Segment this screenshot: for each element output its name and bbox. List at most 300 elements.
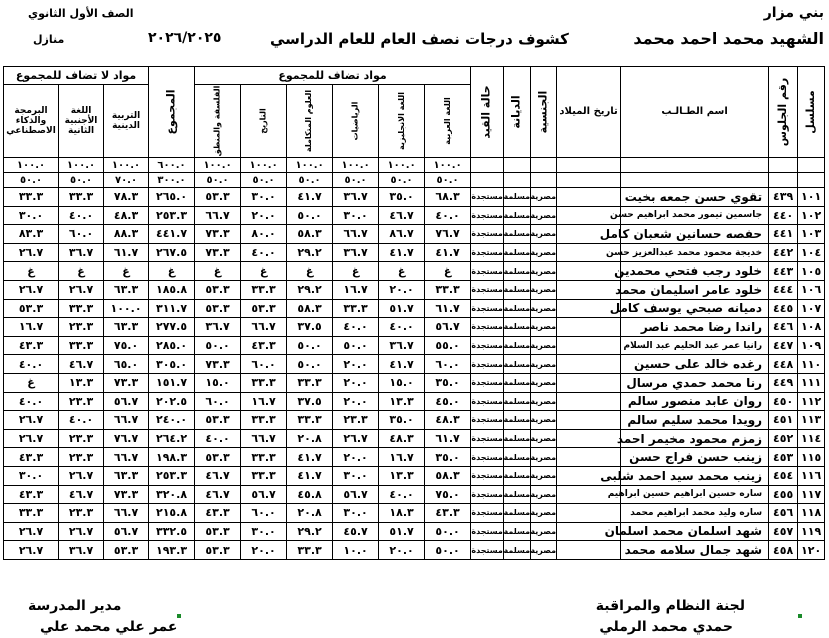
birth-date-cell xyxy=(557,541,621,560)
religion-cell: مسلمة xyxy=(504,318,531,337)
grade-cell: ٣٣.٣ xyxy=(241,448,287,467)
committee-title: لجنة النظام والمراقبة xyxy=(595,598,745,614)
serial-cell: ١٠٢ xyxy=(798,206,825,225)
status-cell: مستجدة xyxy=(471,411,504,430)
grade-cell: ٧٣.٣ xyxy=(195,243,241,262)
total-cell: ٢٦٧.٥ xyxy=(149,243,195,262)
grade-cell: ٤٦.٧ xyxy=(195,485,241,504)
grade-cell: ٥١.٧ xyxy=(379,299,425,318)
col-birth: تاريخ الميلاد xyxy=(557,67,621,158)
table-row xyxy=(4,541,825,560)
extra-grade-cell: ٢٦.٧ xyxy=(4,411,59,430)
empty-cell xyxy=(621,158,769,173)
status-cell: مستجدة xyxy=(471,522,504,541)
birth-date-cell xyxy=(557,188,621,207)
grade-cell: ٤٠.٠ xyxy=(379,318,425,337)
religion-cell: مسلمة xyxy=(504,243,531,262)
birth-date-cell xyxy=(557,448,621,467)
status-cell: مستجدة xyxy=(471,373,504,392)
grade-cell: ٥٠.٠ xyxy=(425,522,471,541)
religion-cell: مسلمة xyxy=(504,485,531,504)
grade-cell: ٤١.٧ xyxy=(379,243,425,262)
grade-cell: ٥٣.٣ xyxy=(195,188,241,207)
extra-grade-cell: ٢٦.٧ xyxy=(4,522,59,541)
grade-cell: غ xyxy=(425,262,471,281)
grade-cell: ٥٨.٣ xyxy=(425,466,471,485)
seat-number-cell: ٤٤٧ xyxy=(769,336,798,355)
nationality-cell: مصرية xyxy=(531,188,557,207)
col-name: اسم الطـالـب xyxy=(621,67,769,158)
table-row xyxy=(4,485,825,504)
serial-cell: ١١٢ xyxy=(798,392,825,411)
grade-cell: ٦١.٧ xyxy=(425,299,471,318)
nationality-cell: مصرية xyxy=(531,225,557,244)
table-row xyxy=(4,373,825,392)
grade-cell: ٥٣.٣ xyxy=(195,448,241,467)
extra-grade-cell: ٣٠.٠ xyxy=(4,466,59,485)
table-row xyxy=(4,355,825,374)
extra-grade-cell: ٤٨.٣ xyxy=(104,206,149,225)
status-cell: مستجدة xyxy=(471,448,504,467)
grade-cell: ٣٥.٠ xyxy=(379,411,425,430)
max-mark: ١٠٠.٠ xyxy=(195,158,241,173)
grade-cell: ٢٩.٢ xyxy=(287,522,333,541)
grade-cell: ٤٥.٨ xyxy=(287,485,333,504)
grade-cell: ٧٣.٣ xyxy=(195,355,241,374)
nationality-cell: مصرية xyxy=(531,299,557,318)
grade-cell: ٣٣.٣ xyxy=(287,373,333,392)
empty-cell xyxy=(557,173,621,188)
serial-cell: ١١٦ xyxy=(798,466,825,485)
grade-cell: ١٥.٠ xyxy=(195,373,241,392)
seat-number-cell: ٤٥٠ xyxy=(769,392,798,411)
religion-cell: مسلمة xyxy=(504,299,531,318)
religion-cell: مسلمة xyxy=(504,336,531,355)
extra-grade-cell: ٢٦.٧ xyxy=(4,429,59,448)
seat-number-cell: ٤٥٣ xyxy=(769,448,798,467)
extra-grade-cell: ٦١.٧ xyxy=(104,243,149,262)
birth-date-cell xyxy=(557,262,621,281)
grade-cell: ٣٥.٠ xyxy=(379,188,425,207)
empty-cell xyxy=(531,173,557,188)
serial-cell: ١١٠ xyxy=(798,355,825,374)
max-mark: ١٠٠.٠ xyxy=(379,158,425,173)
empty-cell xyxy=(471,173,504,188)
grade-cell: ٢٠.٠ xyxy=(333,373,379,392)
serial-cell: ١١٧ xyxy=(798,485,825,504)
seat-number-cell: ٤٥٦ xyxy=(769,504,798,523)
extra-grade-cell: ٧٦.٧ xyxy=(104,429,149,448)
col-status: حالة القيد xyxy=(471,67,504,158)
subject-header: الفلسفة والمنطق xyxy=(195,85,241,158)
extra-grade-cell: ٦٦.٧ xyxy=(104,448,149,467)
max-mark: ١٠٠.٠ xyxy=(241,158,287,173)
grade-cell: ٥٠.٠ xyxy=(287,336,333,355)
table-row xyxy=(4,188,825,207)
table-body xyxy=(4,188,825,560)
extra-grade-cell: ٢٦.٧ xyxy=(59,466,104,485)
religion-cell: مسلمة xyxy=(504,504,531,523)
grade-cell: ٣٠.٠ xyxy=(241,188,287,207)
student-name-cell: حفصه حسانين شعبان كامل xyxy=(621,225,769,244)
extra-grade-cell: ٢٦.٧ xyxy=(4,280,59,299)
type-label: منازل xyxy=(33,33,65,46)
total-cell: ١٨٥.٨ xyxy=(149,280,195,299)
student-name-cell: ساره حسين ابراهيم حسين ابراهيم xyxy=(621,485,769,504)
birth-date-cell xyxy=(557,411,621,430)
seat-number-cell: ٤٤٥ xyxy=(769,299,798,318)
grade-cell: ٧٦.٧ xyxy=(425,225,471,244)
committee-name: حمدي محمد الرملي xyxy=(599,619,733,635)
nationality-cell: مصرية xyxy=(531,318,557,337)
extra-grade-cell: ٧٣.٣ xyxy=(104,373,149,392)
religion-cell: مسلمة xyxy=(504,392,531,411)
seat-number-cell: ٤٤٢ xyxy=(769,243,798,262)
max-mark: ١٠٠.٠ xyxy=(425,158,471,173)
serial-cell: ١٠١ xyxy=(798,188,825,207)
grade-cell: ٥٦.٧ xyxy=(333,485,379,504)
grade-cell: ٦٦.٧ xyxy=(333,225,379,244)
grade-cell: ٤١.٧ xyxy=(425,243,471,262)
birth-date-cell xyxy=(557,355,621,374)
seat-number-cell: ٤٥١ xyxy=(769,411,798,430)
status-cell: مستجدة xyxy=(471,262,504,281)
min-mark: ٥٠.٠ xyxy=(241,173,287,188)
nationality-cell: مصرية xyxy=(531,280,557,299)
grade-cell: ٢٩.٢ xyxy=(287,280,333,299)
grade-cell: ٢٠.٠ xyxy=(379,541,425,560)
grade-cell: ٢٠.٠ xyxy=(333,448,379,467)
manager-title: مدير المدرسة xyxy=(28,598,122,614)
total-cell: ٢٠٢.٥ xyxy=(149,392,195,411)
nationality-cell: مصرية xyxy=(531,355,557,374)
grade-cell: ٣٦.٧ xyxy=(195,318,241,337)
serial-cell: ١٠٦ xyxy=(798,280,825,299)
table-row xyxy=(4,336,825,355)
seat-number-cell: ٤٣٩ xyxy=(769,188,798,207)
extra-grade-cell: ٤٠.٠ xyxy=(4,392,59,411)
subject-header: اللغة العربية xyxy=(425,85,471,158)
seat-number-cell: ٤٥٨ xyxy=(769,541,798,560)
grade-cell: غ xyxy=(287,262,333,281)
grade-cell: ٤١.٧ xyxy=(287,466,333,485)
grade-cell: ٦٦.٧ xyxy=(241,429,287,448)
student-name-cell: رنا محمد حمدي مرسال xyxy=(621,373,769,392)
extra-grade-cell: ٢٦.٧ xyxy=(59,522,104,541)
grade-cell: ٦٠.٠ xyxy=(195,392,241,411)
extra-grade-cell: ٤٠.٠ xyxy=(4,355,59,374)
birth-date-cell xyxy=(557,429,621,448)
extra-grade-cell: ٧٨.٣ xyxy=(104,188,149,207)
extra-grade-cell: ١٣.٣ xyxy=(59,373,104,392)
grade-cell: ٤٦.٧ xyxy=(379,206,425,225)
seat-number-cell: ٤٤١ xyxy=(769,225,798,244)
grade-cell: ٣٣.٣ xyxy=(241,373,287,392)
extra-grade-cell: ٤٠.٠ xyxy=(59,206,104,225)
student-name-cell: زينب حسن فراج حسن xyxy=(621,448,769,467)
status-cell: مستجدة xyxy=(471,466,504,485)
nationality-cell: مصرية xyxy=(531,541,557,560)
table-row xyxy=(4,243,825,262)
religion-cell: مسلمة xyxy=(504,262,531,281)
seat-number-cell: ٤٥٤ xyxy=(769,466,798,485)
min-mark: ٧٠.٠ xyxy=(104,173,149,188)
grade-cell: ٣٣.٣ xyxy=(241,466,287,485)
extra-grade-cell: ٢٣.٣ xyxy=(59,448,104,467)
grade-cell: ٥٣.٣ xyxy=(195,411,241,430)
grade-cell: ٢٠.٨ xyxy=(287,504,333,523)
grade-cell: ٥٣.٣ xyxy=(241,299,287,318)
grade-cell: ٥٥.٠ xyxy=(425,336,471,355)
religion-cell: مسلمة xyxy=(504,411,531,430)
cell-marker xyxy=(798,614,802,618)
grade-cell: ٣٣.٣ xyxy=(241,280,287,299)
status-cell: مستجدة xyxy=(471,318,504,337)
min-marks-row xyxy=(4,173,825,188)
seat-number-cell: ٤٤٦ xyxy=(769,318,798,337)
grade-cell: ٥٣.٣ xyxy=(195,299,241,318)
total-cell: ٢١٥.٨ xyxy=(149,504,195,523)
serial-cell: ١١٩ xyxy=(798,522,825,541)
status-cell: مستجدة xyxy=(471,392,504,411)
grade-cell: ٤٣.٣ xyxy=(195,504,241,523)
extra-grade-cell: ٦٣.٣ xyxy=(104,466,149,485)
table-row xyxy=(4,280,825,299)
student-name-cell: رغده خالد على حسين xyxy=(621,355,769,374)
grade-cell: ٤١.٧ xyxy=(287,448,333,467)
extra-grade-cell: ٢٣.٣ xyxy=(59,318,104,337)
nationality-cell: مصرية xyxy=(531,466,557,485)
serial-cell: ١٢٠ xyxy=(798,541,825,560)
empty-cell xyxy=(769,158,798,173)
grade-cell: ٣٦.٧ xyxy=(333,188,379,207)
grade-cell: ٥٣.٣ xyxy=(195,522,241,541)
grade-cell: ٢٠.٠ xyxy=(333,355,379,374)
table-row xyxy=(4,262,825,281)
school-full-name: الشهيد محمد احمد محمد xyxy=(633,29,824,48)
student-name-cell: شهد اسلمان محمد اسلمان xyxy=(621,522,769,541)
table-row xyxy=(4,466,825,485)
grade-cell: ٢٠.٠ xyxy=(241,206,287,225)
religion-cell: مسلمة xyxy=(504,448,531,467)
extra-grade-cell: ٤٦.٧ xyxy=(59,355,104,374)
nationality-cell: مصرية xyxy=(531,373,557,392)
min-mark: ٥٠.٠ xyxy=(59,173,104,188)
status-cell: مستجدة xyxy=(471,188,504,207)
extra-grade-cell: ٧٥.٠ xyxy=(104,336,149,355)
empty-cell xyxy=(471,158,504,173)
serial-cell: ١١٥ xyxy=(798,448,825,467)
extra-grade-cell: ٥٣.٣ xyxy=(4,299,59,318)
nationality-cell: مصرية xyxy=(531,448,557,467)
subject-header: اللغة الأجنبية الثانية xyxy=(59,85,104,158)
student-name-cell: روان عابد منصور سالم xyxy=(621,392,769,411)
total-cell: ٣٢٠.٨ xyxy=(149,485,195,504)
grade-cell: ٤٨.٣ xyxy=(379,429,425,448)
group-added: مواد تضاف للمجموع xyxy=(195,67,471,85)
status-cell: مستجدة xyxy=(471,355,504,374)
grade-cell: غ xyxy=(379,262,425,281)
birth-date-cell xyxy=(557,504,621,523)
seat-number-cell: ٤٤٠ xyxy=(769,206,798,225)
col-serial: مسلسل xyxy=(798,67,825,158)
grade-cell: ١٥.٠ xyxy=(379,373,425,392)
student-name-cell: شهد جمال سلامه محمد xyxy=(621,541,769,560)
grade-cell: ١٣.٣ xyxy=(379,466,425,485)
grade-cell: ٣٣.٣ xyxy=(287,411,333,430)
extra-grade-cell: ٤٣.٣ xyxy=(4,336,59,355)
extra-grade-cell: ٤٦.٧ xyxy=(59,485,104,504)
grade-cell: ٦٨.٣ xyxy=(425,188,471,207)
grade-cell: ٤٥.٠ xyxy=(425,392,471,411)
nationality-cell: مصرية xyxy=(531,206,557,225)
max-mark-total: ٦٠٠.٠ xyxy=(149,158,195,173)
grade-cell: ٤١.٧ xyxy=(379,355,425,374)
grade-cell: ٥٣.٣ xyxy=(195,280,241,299)
empty-cell xyxy=(798,173,825,188)
total-cell: غ xyxy=(149,262,195,281)
religion-cell: مسلمة xyxy=(504,225,531,244)
extra-grade-cell: ٥٦.٧ xyxy=(104,392,149,411)
grade-cell: غ xyxy=(333,262,379,281)
extra-grade-cell: ٧٣.٣ xyxy=(104,485,149,504)
table-row xyxy=(4,318,825,337)
grade-cell: ٧٥.٠ xyxy=(425,485,471,504)
nationality-cell: مصرية xyxy=(531,262,557,281)
table-row xyxy=(4,504,825,523)
total-cell: ٢٤٠.٠ xyxy=(149,411,195,430)
table-row xyxy=(4,225,825,244)
extra-grade-cell: ٦٦.٧ xyxy=(104,504,149,523)
extra-grade-cell: ٣٣.٣ xyxy=(4,504,59,523)
grade-cell: ٥٨.٣ xyxy=(287,225,333,244)
grade-cell: ٥٣.٣ xyxy=(195,541,241,560)
serial-cell: ١٠٩ xyxy=(798,336,825,355)
empty-cell xyxy=(504,158,531,173)
extra-grade-cell: ٦٣.٣ xyxy=(104,280,149,299)
extra-grade-cell: ٤٣.٣ xyxy=(4,485,59,504)
extra-grade-cell: ٢٦.٧ xyxy=(4,243,59,262)
grade-cell: ٣٣.٣ xyxy=(287,541,333,560)
grade-cell: ٦٠.٠ xyxy=(425,355,471,374)
birth-date-cell xyxy=(557,373,621,392)
col-total: المجموع xyxy=(149,67,195,158)
table-row xyxy=(4,299,825,318)
min-mark: ٥٠.٠ xyxy=(425,173,471,188)
extra-grade-cell: ٣٣.٣ xyxy=(59,299,104,318)
grade-label: الصف الأول الثانوي xyxy=(28,7,134,20)
grade-cell: ٥٦.٧ xyxy=(425,318,471,337)
extra-grade-cell: ٤٣.٣ xyxy=(4,448,59,467)
status-cell: مستجدة xyxy=(471,541,504,560)
status-cell: مستجدة xyxy=(471,299,504,318)
extra-grade-cell: ٤٠.٠ xyxy=(59,411,104,430)
student-name-cell: دميانه صبحي يوسف كامل xyxy=(621,299,769,318)
nationality-cell: مصرية xyxy=(531,392,557,411)
grade-cell: ٥٠.٠ xyxy=(333,336,379,355)
col-seat: رقم الجلوس xyxy=(769,67,798,158)
religion-cell: مسلمة xyxy=(504,466,531,485)
religion-cell: مسلمة xyxy=(504,206,531,225)
min-mark: ٥٠.٠ xyxy=(195,173,241,188)
max-mark: ١٠٠.٠ xyxy=(104,158,149,173)
student-name-cell: زينب محمد سيد احمد شلبى xyxy=(621,466,769,485)
extra-grade-cell: ٣٣.٣ xyxy=(4,188,59,207)
extra-grade-cell: ١٦.٧ xyxy=(4,318,59,337)
grade-cell: ٤٠.٠ xyxy=(195,429,241,448)
academic-year: ٢٠٢٦/٢٠٢٥ xyxy=(148,30,222,46)
nationality-cell: مصرية xyxy=(531,336,557,355)
grade-cell: ٣٧.٥ xyxy=(287,318,333,337)
status-cell: مستجدة xyxy=(471,504,504,523)
total-cell: ٤٤١.٧ xyxy=(149,225,195,244)
religion-cell: مسلمة xyxy=(504,522,531,541)
min-mark: ٥٠.٠ xyxy=(4,173,59,188)
nationality-cell: مصرية xyxy=(531,504,557,523)
religion-cell: مسلمة xyxy=(504,280,531,299)
seat-number-cell: ٤٤٨ xyxy=(769,355,798,374)
grade-cell: ٣٠.٠ xyxy=(333,206,379,225)
grade-cell: ٣٣.٣ xyxy=(241,411,287,430)
manager-name: عمر علي محمد علي xyxy=(40,619,178,635)
page-title: كشوف درجات نصف العام للعام الدراسي xyxy=(270,30,569,48)
grade-cell: ٢٩.٢ xyxy=(287,243,333,262)
grade-cell: ٣٥.٠ xyxy=(425,448,471,467)
serial-cell: ١٠٨ xyxy=(798,318,825,337)
extra-grade-cell: ٥٣.٣ xyxy=(104,541,149,560)
seat-number-cell: ٤٤٤ xyxy=(769,280,798,299)
grade-cell: ٥٠.٠ xyxy=(425,541,471,560)
grade-cell: ٦٠.٠ xyxy=(241,355,287,374)
empty-cell xyxy=(769,173,798,188)
seat-number-cell: ٤٤٩ xyxy=(769,373,798,392)
table-row xyxy=(4,448,825,467)
grade-cell: ١٦.٧ xyxy=(379,448,425,467)
religion-cell: مسلمة xyxy=(504,373,531,392)
grade-cell: ٤٠.٠ xyxy=(333,318,379,337)
grade-cell: ٥١.٧ xyxy=(379,522,425,541)
grade-cell: ٢٠.٠ xyxy=(379,280,425,299)
col-nationality: الجنسية xyxy=(531,67,557,158)
birth-date-cell xyxy=(557,318,621,337)
nationality-cell: مصرية xyxy=(531,485,557,504)
col-religion: الديانة xyxy=(504,67,531,158)
birth-date-cell xyxy=(557,280,621,299)
status-cell: مستجدة xyxy=(471,243,504,262)
table-row xyxy=(4,411,825,430)
min-mark: ٥٠.٠ xyxy=(287,173,333,188)
grade-cell: ٣٧.٥ xyxy=(287,392,333,411)
grade-cell: ٤٥.٧ xyxy=(333,522,379,541)
total-cell: ٢٨٥.٠ xyxy=(149,336,195,355)
grade-cell: ١٨.٣ xyxy=(379,504,425,523)
religion-cell: مسلمة xyxy=(504,429,531,448)
serial-cell: ١١٤ xyxy=(798,429,825,448)
serial-cell: ١٠٣ xyxy=(798,225,825,244)
total-cell: ٣١١.٧ xyxy=(149,299,195,318)
total-cell: ٢٦٥.٠ xyxy=(149,188,195,207)
grade-cell: ٤٣.٣ xyxy=(241,336,287,355)
grade-cell: ٣٠.٠ xyxy=(333,466,379,485)
grade-cell: غ xyxy=(195,262,241,281)
religion-cell: مسلمة xyxy=(504,188,531,207)
extra-grade-cell: ٦٠.٠ xyxy=(59,225,104,244)
subject-header: البرمجة والذكاء الاصطناعي xyxy=(4,85,59,158)
grade-cell: غ xyxy=(241,262,287,281)
status-cell: مستجدة xyxy=(471,336,504,355)
grade-cell: ٣٥.٠ xyxy=(425,373,471,392)
subject-header: الرياضيات xyxy=(333,85,379,158)
